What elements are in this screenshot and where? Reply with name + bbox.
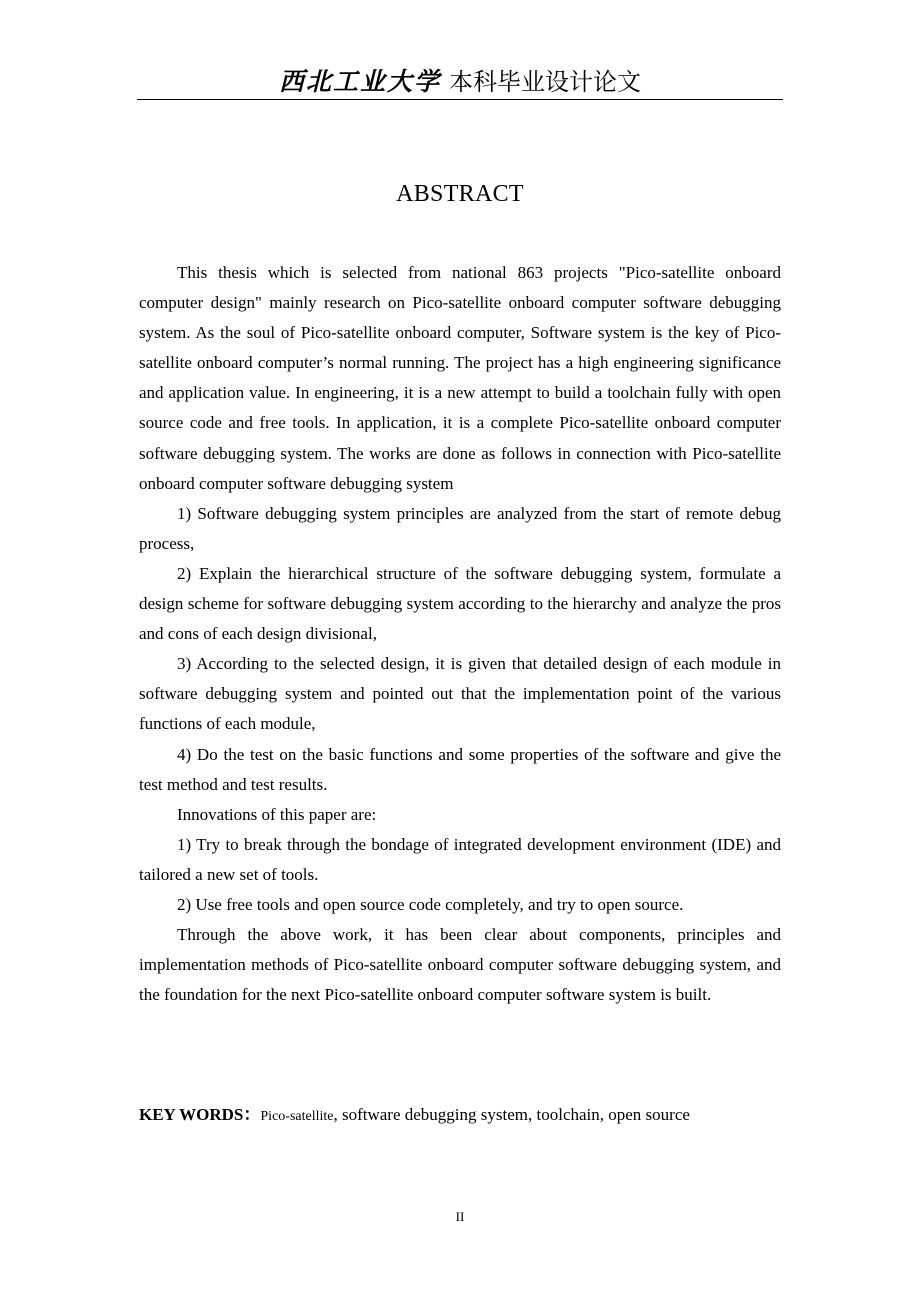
abstract-title: ABSTRACT [396,181,524,207]
abstract-paragraph: 1) Try to break through the bondage of integrated development environment (IDE) and tailored a new set of tools. [139,834,781,884]
header-rule [137,99,783,100]
abstract-paragraph: 2) Explain the hierarchical structure of the software debugging system, formulate a design scheme for software debugging system according to the hierarchy and analyze the pros and cons of each design divisional, [139,563,781,644]
abstract-paragraph: 4) Do the test on the basic functions and some properties of the software and give the test method and test results. [139,744,781,794]
abstract-body [139,258,781,1010]
abstract-paragraph: Through the above work, it has been clear about components, principles and implementation methods of Pico-satellite onboard computer software debugging system, and the foundation for the next Pico-satellite onboard computer software system is built. [139,925,781,1005]
keyword-first: Pico-satellite [260,1109,334,1124]
abstract-paragraph: Innovations of this paper are: [177,804,377,824]
keywords-label: KEY WORDS： [139,1105,261,1124]
abstract-paragraph: 1) Software debugging system principles are analyzed from the start of remote debug process, [139,503,781,553]
page-header [137,62,783,100]
header-title: 本科毕业设计论文 [449,68,641,96]
page-number: II [455,1209,465,1224]
university-logo-text: 西北工业大学 [278,67,441,96]
keywords-line [139,1100,799,1132]
abstract-paragraph: 3) According to the selected design, it is given that detailed design of each module in software debugging system and pointed out that the implementation point of the various functions of each module, [139,654,781,734]
keywords-rest: , software debugging system, toolchain, open source [333,1105,690,1124]
abstract-paragraph: 2) Use free tools and open source code completely, and try to open source. [177,894,684,914]
abstract-paragraph: This thesis which is selected from national 863 projects "Pico-satellite onboard computer design" mainly research on Pico-satellite onboard computer software debugging system. As the soul of Pico-satellite onboard computer, Software system is the key of Pico-satellite onboard computer’s normal running. The project has a high engineering significance and application value. In engineering, it is a new attempt to build a toolchain fully with open source code and free tools. In application, it is a complete Pico-satellite onboard computer software debugging system. The works are done as follows in connection with Pico-satellite onboard computer software debugging system [139,263,781,493]
